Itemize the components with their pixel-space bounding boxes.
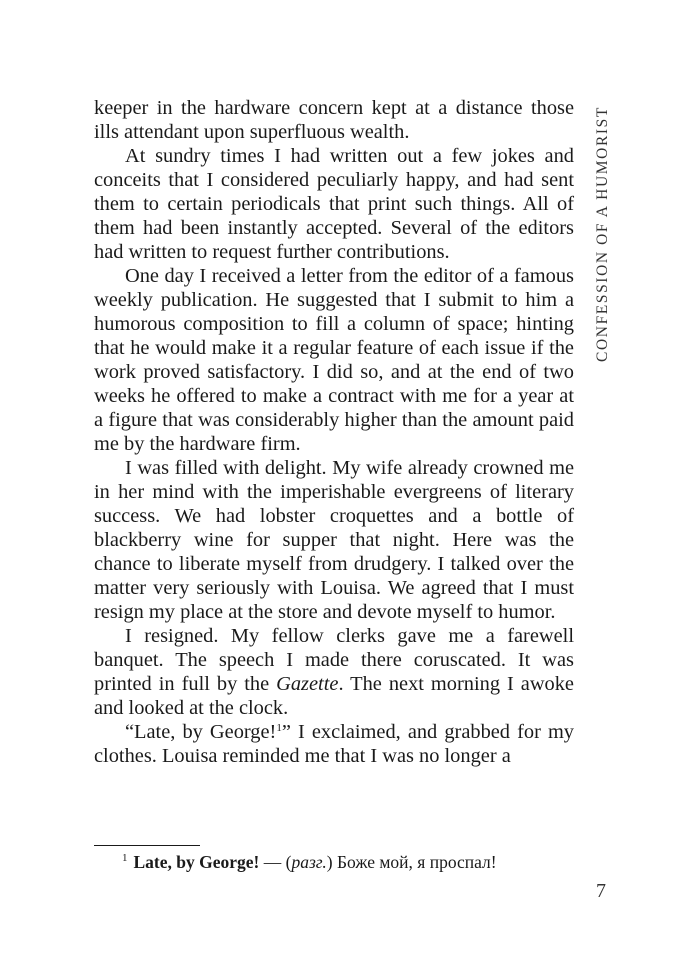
quote-text: “Late, by George!: [125, 721, 277, 743]
text-run: ” I exclaimed, and grabbed for my clothes. Louisa reminded me that I was no longer a: [94, 721, 574, 767]
body-text: [94, 96, 574, 768]
paragraph-resigned: [94, 624, 574, 720]
page-number: 7: [596, 880, 606, 902]
paragraph-late: [94, 720, 574, 768]
running-header: [589, 98, 617, 370]
paragraph: At sundry times I had written out a few jokes and conceits that I considered peculiarly happy, and had sent them to certain periodicals that print such things. All of them had been instantly accepted. Several of the editors had written to request further contributions.: [94, 145, 574, 263]
footnote: [122, 851, 497, 873]
text-run: . The next morning I awoke and looked at the clock.: [94, 673, 574, 719]
footnote-label: разг.: [291, 852, 327, 872]
footnote-dash: — (: [259, 852, 292, 872]
text-run: I resigned. My fellow clerks gave me a farewell banquet. The speech I made there coruscated. It was printed in full by the: [94, 625, 574, 695]
footnote-term: Late, by George!: [133, 852, 260, 872]
footnote-translation: ) Боже мой, я проспал!: [326, 852, 497, 872]
gazette-title: Gazette: [276, 673, 339, 695]
footnote-number: 1: [122, 852, 128, 864]
paragraph: keeper in the hardware concern kept at a distance those ills attendant upon superfluous wealth.: [94, 97, 574, 143]
running-header-text: CONFESSION OF A HUMORIST: [594, 106, 612, 362]
paragraph: One day I received a letter from the editor of a famous weekly publication. He suggested that I submit to him a humorous composition to fill a column of space; hinting that he would make it a regular feature of each issue if the work proved satisfactory. I did so, and at the end of two weeks he offered to make a contract with me for a year at a figure that was considerably higher than the amount paid me by the hardware firm.: [94, 265, 574, 455]
paragraph: I was filled with delight. My wife already crowned me in her mind with the imperishable evergreens of literary success. We had lobster croquettes and a bottle of blackberry wine for supper that night. Here was the chance to liberate myself from drudgery. I talked over the matter very seriously with Louisa. We agreed that I must resign my place at the store and devote myself to humor.: [94, 457, 574, 623]
footnote-divider: [94, 845, 200, 846]
footnote-ref[interactable]: 1: [276, 722, 282, 734]
